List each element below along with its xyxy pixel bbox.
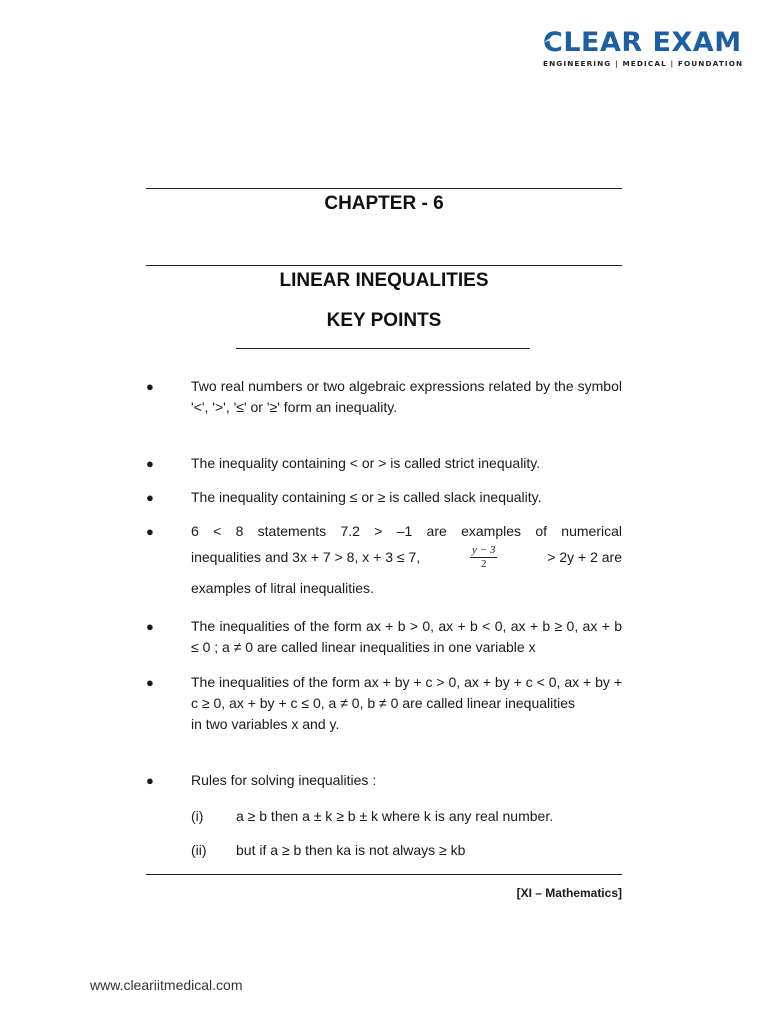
footer-website: www.cleariitmedical.com [90,977,243,993]
rule-number: (i) [191,808,204,824]
brand-logo [543,28,743,68]
key-point-text: '<', '>', '≤' or '≥' form an inequality. [191,399,398,415]
key-point [146,453,622,474]
key-point [146,487,622,508]
key-point-text: The inequality containing ≤ or ≥ is called slack inequality. [191,489,542,505]
section-title: KEY POINTS [326,310,442,331]
key-point-text: The inequality containing < or > is called strict inequality. [191,455,541,471]
key-point-text: in two variables x and y. [191,716,340,732]
bullet-icon: ● [146,675,154,690]
bullet-icon: ● [146,773,154,788]
logo-wordmark [543,28,743,58]
bullet-icon: ● [146,490,154,505]
key-point-text: examples of litral inequalities. [191,580,374,596]
topic-title: LINEAR INEQUALITIES [279,270,489,291]
footer-rule [146,874,622,875]
rule-item [191,840,622,861]
rule-text: a ≥ b then a ± k ≥ b ± k where k is any real number. [236,808,554,824]
key-point [146,521,622,599]
chapter-top-rule [146,188,622,189]
footer-subject: [XI – Mathematics] [516,886,622,900]
logo-brand-text: CLEAR EXAM [543,27,742,58]
chapter-title: CHAPTER - 6 [324,193,444,214]
key-point-text: inequalities and 3x + 7 > 8, x + 3 ≤ 7, [191,548,421,565]
bullet-icon: ● [146,379,154,394]
rule-item [191,806,622,827]
key-point [146,672,622,735]
logo-tagline: ENGINEERING | MEDICAL | FOUNDATION [543,59,744,68]
key-point-text: > 2y + 2 are [547,548,622,565]
key-point-text: Rules for solving inequalities : [191,772,377,788]
fraction [470,544,497,571]
key-point-line [191,544,622,570]
section-title-underline [236,348,530,349]
fraction-numerator: y − 3 [472,543,496,556]
bullet-icon: ● [146,456,154,471]
key-point-text: 6 < 8 statements 7.2 > –1 are examples of numerical [191,523,622,539]
rule-text: but if a ≥ b then ka is not always ≥ kb [236,842,466,858]
key-point-text: Two real numbers or two algebraic expressions related by the symbol [191,378,622,394]
key-point-text: The inequalities of the form ax + b > 0, ax + b < 0, ax + b ≥ 0, ax + b ≤ 0 ; a ≠ 0 are called linear inequalities in one variable x [191,618,622,655]
fraction-denominator: 2 [480,557,487,570]
rule-number: (ii) [191,842,207,858]
key-point [146,376,622,418]
key-point [146,616,622,658]
chapter-bottom-rule [146,265,622,266]
key-point [146,770,622,791]
key-point-text: The inequalities of the form ax + by + c > 0, ax + by + c < 0, ax + by + c ≥ 0, ax + by + c ≤ 0, a ≠ 0, b ≠ 0 are called linear inequalities [191,674,622,711]
bullet-icon: ● [146,524,154,539]
bullet-icon: ● [146,619,154,634]
